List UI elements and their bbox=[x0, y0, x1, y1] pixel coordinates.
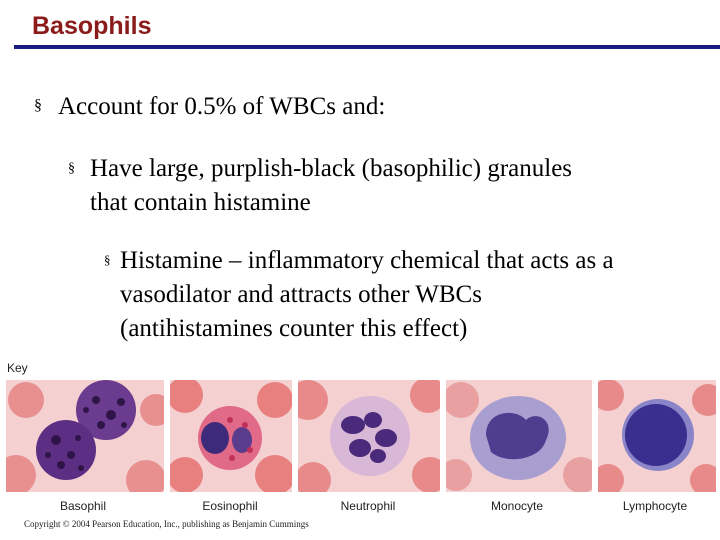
lymphocyte-micrograph bbox=[598, 380, 716, 492]
bullet-text-line2: vasodilator and attracts other WBCs bbox=[120, 281, 482, 308]
caption-eosinophil: Eosinophil bbox=[202, 499, 258, 513]
slide-title: Basophils bbox=[32, 12, 152, 40]
bullet-level2 bbox=[68, 152, 688, 220]
basophil-micrograph bbox=[6, 380, 164, 492]
bullet-text-line1: Histamine – inflammatory chemical that acts as a bbox=[120, 247, 614, 274]
caption-lymphocyte: Lymphocyte bbox=[622, 499, 688, 513]
bullet-marker: § bbox=[68, 161, 75, 176]
micrograph-strip bbox=[6, 380, 716, 492]
monocyte-micrograph bbox=[446, 380, 592, 492]
title-rule bbox=[14, 45, 720, 49]
figure-key-label: Key bbox=[7, 361, 28, 375]
neutrophil-micrograph bbox=[298, 380, 440, 492]
bullet-level3 bbox=[104, 243, 704, 346]
caption-basophil: Basophil bbox=[59, 499, 107, 513]
bullet-marker: § bbox=[34, 97, 42, 114]
bullet-marker: § bbox=[104, 252, 111, 267]
bullet-text-line2: that contain histamine bbox=[90, 189, 311, 216]
bullet-text-line3: (antihistamines counter this effect) bbox=[120, 315, 468, 342]
bullet-text: Account for 0.5% of WBCs and: bbox=[58, 93, 386, 120]
caption-monocyte: Monocyte bbox=[490, 499, 544, 513]
caption-neutrophil: Neutrophil bbox=[340, 499, 396, 513]
eosinophil-micrograph bbox=[170, 380, 292, 492]
copyright-notice: Copyright © 2004 Pearson Education, Inc., publishing as Benjamin Cummings bbox=[24, 519, 309, 529]
bullet-level1 bbox=[34, 93, 694, 121]
bullet-text-line1: Have large, purplish-black (basophilic) granules bbox=[90, 155, 573, 182]
